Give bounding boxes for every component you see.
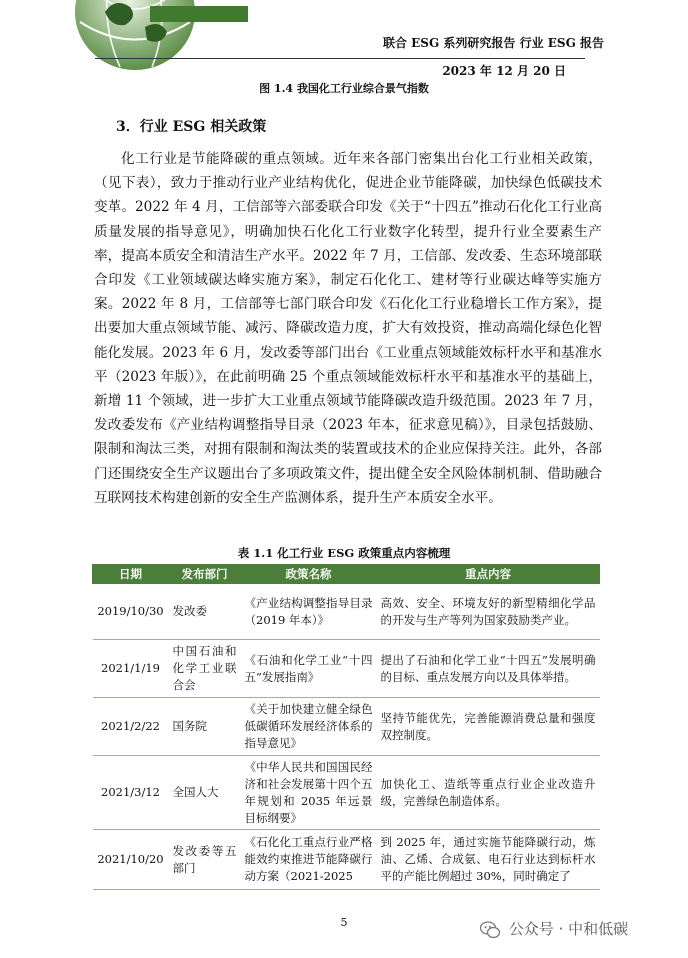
cell-date: 2021/1/19 (93, 640, 169, 698)
col-header-date: 日期 (93, 565, 169, 584)
page-number: 5 (340, 916, 348, 929)
col-header-dept: 发布部门 (169, 565, 241, 584)
policy-table (92, 564, 600, 890)
table-header-row (93, 565, 600, 584)
table-row (93, 584, 600, 640)
cell-date: 2019/10/30 (93, 584, 169, 640)
cell-dept: 中国石油和化学工业联合会 (169, 640, 241, 698)
cell-date: 2021/2/22 (93, 698, 169, 756)
watermark (480, 918, 628, 939)
cell-policy-name: 《关于加快建立健全绿色低碳循环发展经济体系的指导意见》 (241, 698, 377, 756)
header-decor-bar (150, 6, 248, 22)
cell-content: 到 2025 年，通过实施节能降碳行动，炼油、乙烯、合成氨、电石行业达到标杆水平的产能比例超过 30%，同时确定了 (377, 830, 600, 890)
body-paragraph: 化工行业是节能降碳的重点领域。近年来各部门密集出台化工行业相关政策，（见下表），致力于推动行业产业结构优化，促进企业节能降碳，加快绿色低碳技术变革。2022 年 4 月，工信部等六部委联合印发《关于“十四五”推动石化化工行业高质量发展的指导意见》，明确加快石化化工行业数字化转型，提升行业全要素生产率，提高本质安全和清洁生产水平。2022 年 7 月，工信部、发改委、生态环境部联合印发《工业领域碳达峰实施方案》，制定石化化工、建材等行业碳达峰等实施方案。2022 年 8 月，工信部等七部门联合印发《石化化工行业稳增长工作方案》，提出要加大重点领域节能、减污、降碳改造力度，扩大有效投资，推动高端化绿色化智能化发展。2023 年 6 月，发改委等部门出台《工业重点领域能效标杆水平和基准水平（2023 年版）》，在此前明确 25 个重点领域能效标杆水平和基准水平的基础上，新增 11 个领域，进一步扩大工业重点领域节能降碳改造升级范围。2023 年 7 月，发改委发布《产业结构调整指导目录（2023 年本，征求意见稿）》，目录包括鼓励、限制和淘汰三类，对拥有限制和淘汰类的装置或技术的企业应保持关注。此外，各部门还围绕安全生产议题出台了多项政策文件，提出健全安全风险体制机制、借助融合互联网技术构建创新的安全生产监测体系，提升生产本质安全水平。 (94, 151, 602, 506)
cell-dept: 全国人大 (169, 756, 241, 830)
figure-caption: 图 1.4 我国化工行业综合景气指数 (259, 82, 429, 95)
cell-content: 高效、安全、环境友好的新型精细化学品的开发与生产等列为国家鼓励类产业。 (377, 584, 600, 640)
table-row (93, 698, 600, 756)
table-row (93, 830, 600, 890)
watermark-text: 公众号 · 中和低碳 (508, 920, 629, 938)
col-header-content: 重点内容 (377, 565, 600, 584)
cell-dept: 发改委 (169, 584, 241, 640)
col-header-name: 政策名称 (241, 565, 377, 584)
section-heading: 3．行业 ESG 相关政策 (116, 119, 267, 135)
cell-dept: 发改委等五部门 (169, 830, 241, 890)
cell-content: 坚持节能优先，完善能源消费总量和强度双控制度。 (377, 698, 600, 756)
cell-date: 2021/10/20 (93, 830, 169, 890)
cell-policy-name: 《石化化工重点行业严格能效约束推进节能降碳行动方案（2021-2025 (241, 830, 377, 890)
cell-dept: 国务院 (169, 698, 241, 756)
table-caption: 表 1.1 化工行业 ESG 政策重点内容梳理 (237, 546, 451, 560)
cell-policy-name: 《中华人民共和国国民经济和社会发展第十四个五年规划和 2035 年远景目标纲要》 (241, 756, 377, 830)
wechat-icon (480, 921, 500, 939)
cell-content: 提出了石油和化学工业“十四五”发展明确的目标、重点发展方向以及具体举措。 (377, 640, 600, 698)
cell-policy-name: 《产业结构调整指导目录（2019 年本）》 (241, 584, 377, 640)
report-series-title: 联合 ESG 系列研究报告 行业 ESG 报告 (382, 36, 604, 50)
cell-date: 2021/3/12 (93, 756, 169, 830)
header-divider (95, 58, 585, 59)
table-row (93, 640, 600, 698)
cell-policy-name: 《石油和化学工业“十四五”发展指南》 (241, 640, 377, 698)
table-row (93, 756, 600, 830)
report-date: 2023 年 12 月 20 日 (442, 64, 566, 78)
cell-content: 加快化工、造纸等重点行业企业改造升级，完善绿色制造体系。 (377, 756, 600, 830)
